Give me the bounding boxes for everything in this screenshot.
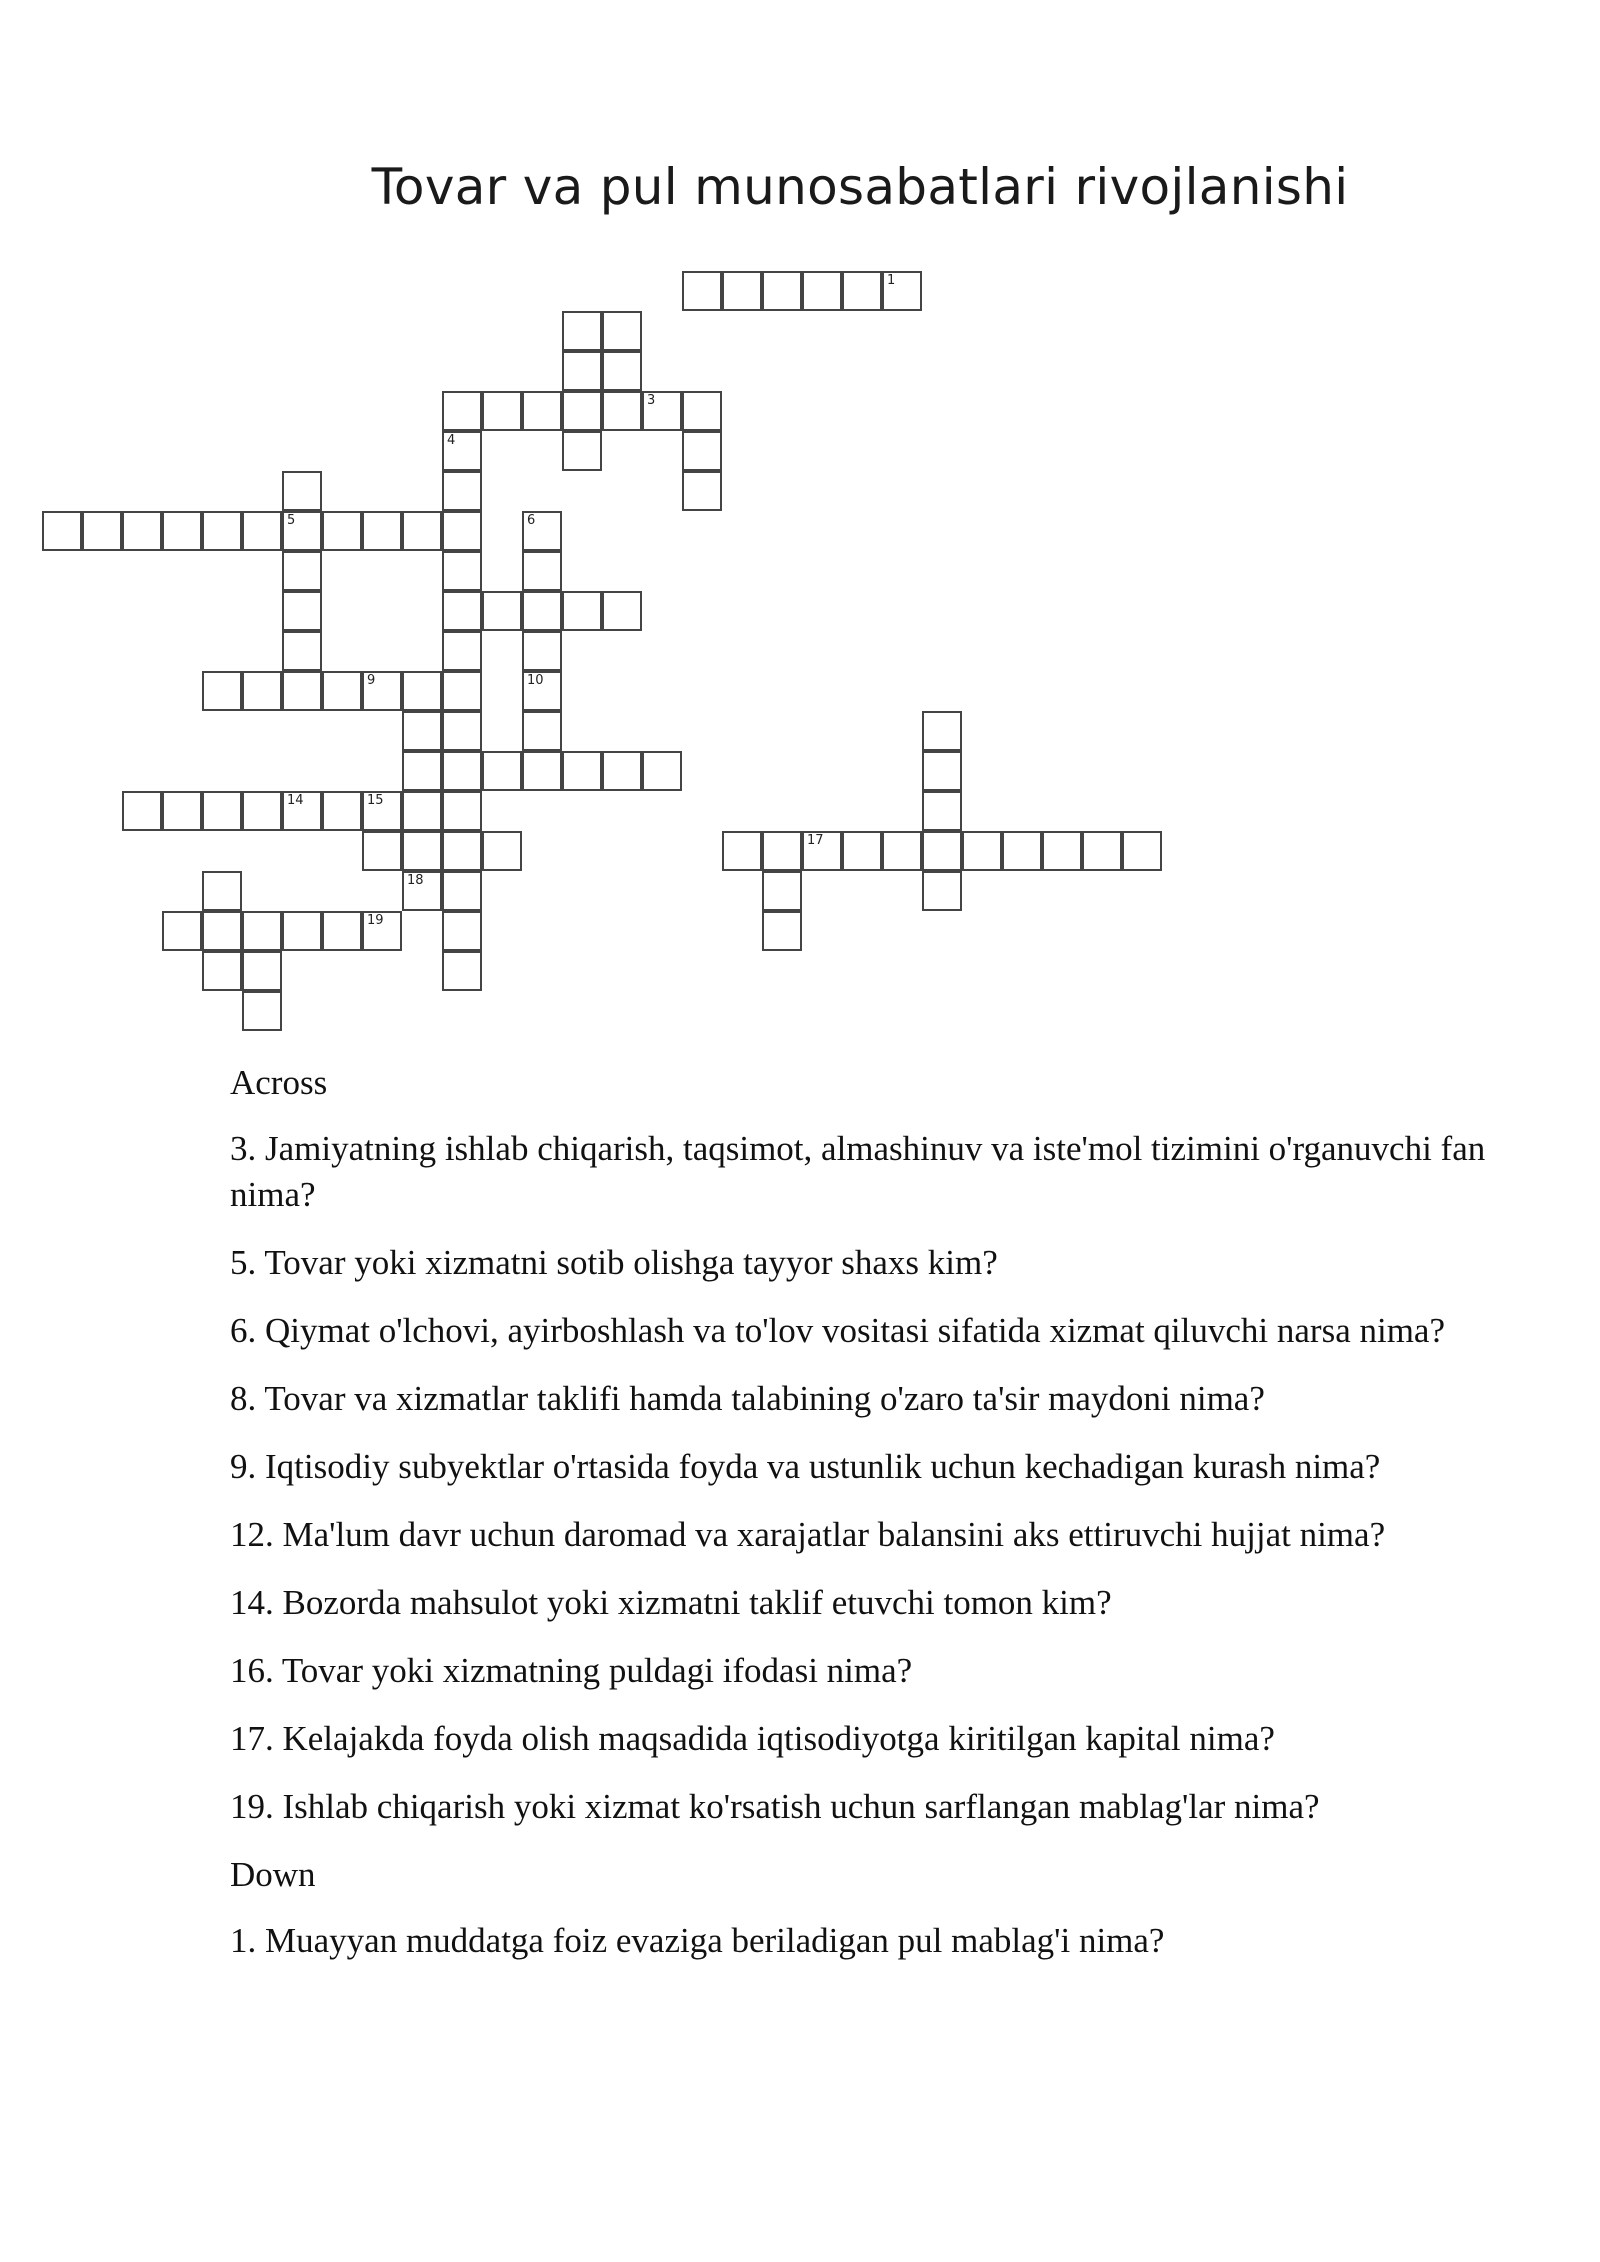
- clue-across-16: 16. Tovar yoki xizmatning puldagi ifodasi nima?: [230, 1651, 913, 1690]
- clue-number: 5: [287, 513, 296, 528]
- clue-number: 6: [527, 513, 536, 528]
- grid-cell[interactable]: [882, 831, 922, 871]
- grid-cell[interactable]: [242, 791, 282, 831]
- grid-cell[interactable]: [162, 511, 202, 551]
- grid-cell[interactable]: [442, 951, 482, 991]
- crossword-grid: [0, 0, 1600, 1060]
- grid-cell[interactable]: [442, 711, 482, 751]
- grid-cell[interactable]: [442, 871, 482, 911]
- grid-cell[interactable]: [602, 311, 642, 351]
- grid-cell[interactable]: [242, 991, 282, 1031]
- clue-across-12: 12. Ma'lum davr uchun daromad va xarajatlar balansini aks ettiruvchi hujjat nima?: [230, 1515, 1386, 1554]
- grid-cell[interactable]: [522, 631, 562, 671]
- grid-cell[interactable]: [362, 511, 402, 551]
- grid-cell[interactable]: [882, 271, 922, 311]
- grid-cell[interactable]: [442, 751, 482, 791]
- grid-cell[interactable]: [442, 791, 482, 831]
- clue-across-5: 5. Tovar yoki xizmatni sotib olishga tayyor shaxs kim?: [230, 1243, 998, 1282]
- grid-cell[interactable]: [402, 671, 442, 711]
- grid-cell[interactable]: [322, 911, 362, 951]
- clue-number: 15: [367, 793, 384, 808]
- grid-cell[interactable]: [562, 351, 602, 391]
- clue-across-14: 14. Bozorda mahsulot yoki xizmatni taklif etuvchi tomon kim?: [230, 1583, 1112, 1622]
- grid-cell[interactable]: [1082, 831, 1122, 871]
- grid-cell[interactable]: [1042, 831, 1082, 871]
- grid-cell[interactable]: [642, 391, 682, 431]
- grid-cell[interactable]: [802, 271, 842, 311]
- grid-cell[interactable]: [482, 591, 522, 631]
- clue-across-9: 9. Iqtisodiy subyektlar o'rtasida foyda va ustunlik uchun kechadigan kurash nima?: [230, 1447, 1381, 1486]
- grid-cell[interactable]: [42, 511, 82, 551]
- grid-cell[interactable]: [442, 911, 482, 951]
- grid-cell[interactable]: [242, 511, 282, 551]
- grid-cell[interactable]: [522, 591, 562, 631]
- clue-across-19: 19. Ishlab chiqarish yoki xizmat ko'rsatish uchun sarflangan mablag'lar nima?: [230, 1787, 1320, 1826]
- grid-cell[interactable]: [562, 311, 602, 351]
- grid-cell[interactable]: [362, 791, 402, 831]
- grid-cell[interactable]: [922, 711, 962, 751]
- grid-cell[interactable]: [682, 391, 722, 431]
- grid-cell[interactable]: [402, 871, 442, 911]
- clue-number: 9: [367, 673, 376, 688]
- grid-cell[interactable]: [402, 751, 442, 791]
- grid-cell[interactable]: [522, 711, 562, 751]
- grid-cell[interactable]: [322, 671, 362, 711]
- grid-cell[interactable]: [362, 671, 402, 711]
- grid-cell[interactable]: [242, 951, 282, 991]
- grid-cell[interactable]: [522, 391, 562, 431]
- grid-cell[interactable]: [562, 391, 602, 431]
- grid-cell[interactable]: [322, 511, 362, 551]
- grid-cell[interactable]: [482, 751, 522, 791]
- grid-cell[interactable]: [602, 591, 642, 631]
- grid-cell[interactable]: [562, 591, 602, 631]
- grid-cell[interactable]: [202, 951, 242, 991]
- grid-cell[interactable]: [282, 671, 322, 711]
- grid-cell[interactable]: [282, 911, 322, 951]
- grid-cell[interactable]: [442, 631, 482, 671]
- clue-number: 17: [807, 833, 824, 848]
- across-clue-list: [230, 1126, 1530, 1830]
- grid-cell[interactable]: [562, 751, 602, 791]
- grid-cell[interactable]: [962, 831, 1002, 871]
- clue-down-1: 1. Muayyan muddatga foiz evaziga beriladigan pul mablag'i nima?: [230, 1921, 1165, 1960]
- grid-cell[interactable]: [762, 871, 802, 911]
- grid-cell[interactable]: [762, 831, 802, 871]
- grid-cell[interactable]: [722, 831, 762, 871]
- grid-cell[interactable]: [202, 791, 242, 831]
- grid-cell[interactable]: [282, 471, 322, 511]
- grid-cell[interactable]: [522, 671, 562, 711]
- grid-cell[interactable]: [402, 511, 442, 551]
- grid-cell[interactable]: [842, 271, 882, 311]
- clue-number: 3: [647, 393, 656, 408]
- grid-cell[interactable]: [1122, 831, 1162, 871]
- grid-cell[interactable]: [642, 751, 682, 791]
- grid-cell[interactable]: [282, 591, 322, 631]
- grid-cell[interactable]: [122, 511, 162, 551]
- grid-cell[interactable]: [682, 431, 722, 471]
- grid-cell[interactable]: [282, 791, 322, 831]
- grid-cell[interactable]: [922, 871, 962, 911]
- clue-number: 10: [527, 673, 544, 688]
- grid-cell[interactable]: [562, 431, 602, 471]
- grid-cell[interactable]: [482, 831, 522, 871]
- grid-cell[interactable]: [282, 631, 322, 671]
- clue-number: 4: [447, 433, 456, 448]
- grid-cell[interactable]: [682, 271, 722, 311]
- grid-cell[interactable]: [842, 831, 882, 871]
- grid-cell[interactable]: [682, 471, 722, 511]
- grid-cell[interactable]: [442, 831, 482, 871]
- clue-across-3: 3. Jamiyatning ishlab chiqarish, taqsimot, almashinuv va iste'mol tizimini o'rganuvchi fan nima?: [230, 1129, 1486, 1214]
- clue-number: 18: [407, 873, 424, 888]
- grid-cell[interactable]: [402, 711, 442, 751]
- grid-cell[interactable]: [442, 391, 482, 431]
- grid-cell[interactable]: [762, 911, 802, 951]
- clue-number: 14: [287, 793, 304, 808]
- grid-cell[interactable]: [762, 271, 802, 311]
- grid-cell[interactable]: [162, 911, 202, 951]
- grid-cell[interactable]: [602, 351, 642, 391]
- grid-cell[interactable]: [242, 911, 282, 951]
- grid-cell[interactable]: [922, 831, 962, 871]
- grid-cell[interactable]: [242, 671, 282, 711]
- grid-cell[interactable]: [282, 551, 322, 591]
- clue-number: 19: [367, 913, 384, 928]
- grid-cell[interactable]: [482, 391, 522, 431]
- clues-section: [230, 1060, 1530, 1986]
- grid-cell[interactable]: [202, 671, 242, 711]
- down-heading: Down: [230, 1855, 316, 1894]
- grid-cell[interactable]: [522, 511, 562, 551]
- clue-number: 1: [887, 273, 896, 288]
- grid-cell[interactable]: [202, 871, 242, 911]
- grid-cell[interactable]: [442, 431, 482, 471]
- grid-cell[interactable]: [282, 511, 322, 551]
- grid-cell[interactable]: [162, 791, 202, 831]
- grid-cell[interactable]: [922, 751, 962, 791]
- grid-cell[interactable]: [442, 511, 482, 551]
- grid-cell[interactable]: [402, 791, 442, 831]
- grid-cell[interactable]: [522, 551, 562, 591]
- grid-cell[interactable]: [122, 791, 162, 831]
- clue-across-6: 6. Qiymat o'lchovi, ayirboshlash va to'lov vositasi sifatida xizmat qiluvchi narsa nima?: [230, 1311, 1446, 1350]
- grid-cell[interactable]: [922, 791, 962, 831]
- grid-cell[interactable]: [442, 551, 482, 591]
- grid-cell[interactable]: [362, 911, 402, 951]
- grid-cell[interactable]: [442, 591, 482, 631]
- page-title: Tovar va pul munosabatlari rivojlanishi: [371, 158, 1349, 216]
- grid-cell[interactable]: [442, 471, 482, 511]
- grid-cell[interactable]: [202, 911, 242, 951]
- down-clue-list: [230, 1918, 1530, 1964]
- grid-cell[interactable]: [322, 791, 362, 831]
- grid-cell[interactable]: [362, 831, 402, 871]
- grid-cell[interactable]: [602, 391, 642, 431]
- grid-cell[interactable]: [442, 671, 482, 711]
- grid-cell[interactable]: [522, 751, 562, 791]
- grid-cell[interactable]: [202, 511, 242, 551]
- grid-cell[interactable]: [1002, 831, 1042, 871]
- grid-cell[interactable]: [602, 751, 642, 791]
- grid-cell[interactable]: [402, 831, 442, 871]
- grid-cell[interactable]: [82, 511, 122, 551]
- clue-across-17: 17. Kelajakda foyda olish maqsadida iqtisodiyotga kiritilgan kapital nima?: [230, 1719, 1275, 1758]
- grid-cell[interactable]: [722, 271, 762, 311]
- across-heading: Across: [230, 1063, 328, 1102]
- clue-across-8: 8. Tovar va xizmatlar taklifi hamda talabining o'zaro ta'sir maydoni nima?: [230, 1379, 1265, 1418]
- grid-cell[interactable]: [802, 831, 842, 871]
